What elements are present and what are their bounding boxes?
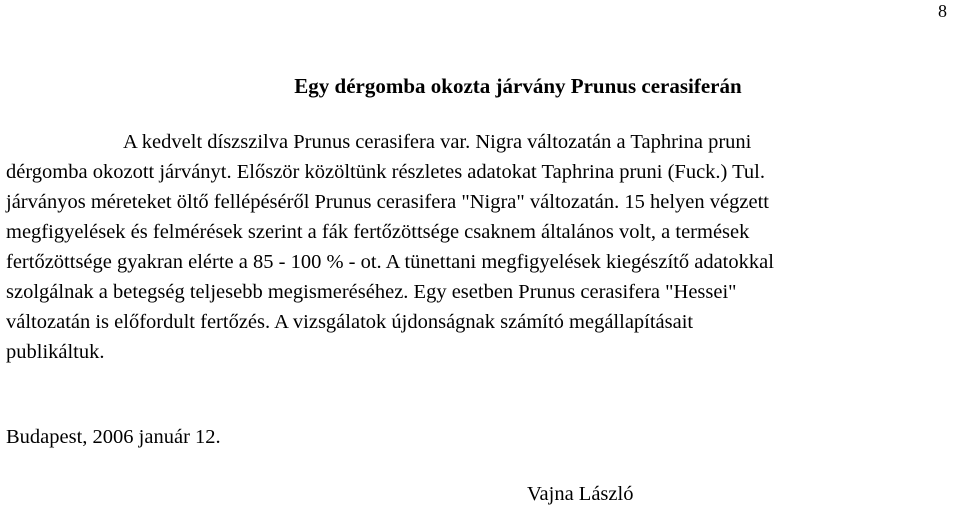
body-line-6: szolgálnak a betegség teljesebb megismeréséhez. Egy esetben Prunus cerasifera "Hessei" bbox=[6, 281, 737, 303]
body-line-8: publikáltuk. bbox=[6, 341, 105, 363]
author-signature: Vajna László bbox=[527, 483, 634, 505]
body-line-7: változatán is előfordult fertőzés. A vizsgálatok újdonságnak számító megállapításait bbox=[6, 311, 694, 333]
page-number: 8 bbox=[938, 1, 947, 21]
body-line-1: A kedvelt díszszilva Prunus cerasifera var. Nigra változatán a Taphrina pruni bbox=[123, 131, 752, 153]
body-line-5: fertőzöttsége gyakran elérte a 85 - 100 % - ot. A tünettani megfigyelések kiegészítő adatokkal bbox=[6, 251, 774, 273]
article-title: Egy dérgomba okozta járvány Prunus cerasiferán bbox=[294, 74, 742, 98]
body-line-2: dérgomba okozott járványt. Először közöltünk részletes adatokat Taphrina pruni (Fuck.) Tul. bbox=[6, 161, 765, 183]
body-line-4: megfigyelések és felmérések szerint a fák fertőzöttsége csaknem általános volt, a termések bbox=[6, 221, 750, 243]
body-line-3: járványos méreteket öltő fellépéséről Prunus cerasifera "Nigra" változatán. 15 helyen végzett bbox=[6, 191, 769, 213]
place-date: Budapest, 2006 január 12. bbox=[6, 426, 221, 448]
